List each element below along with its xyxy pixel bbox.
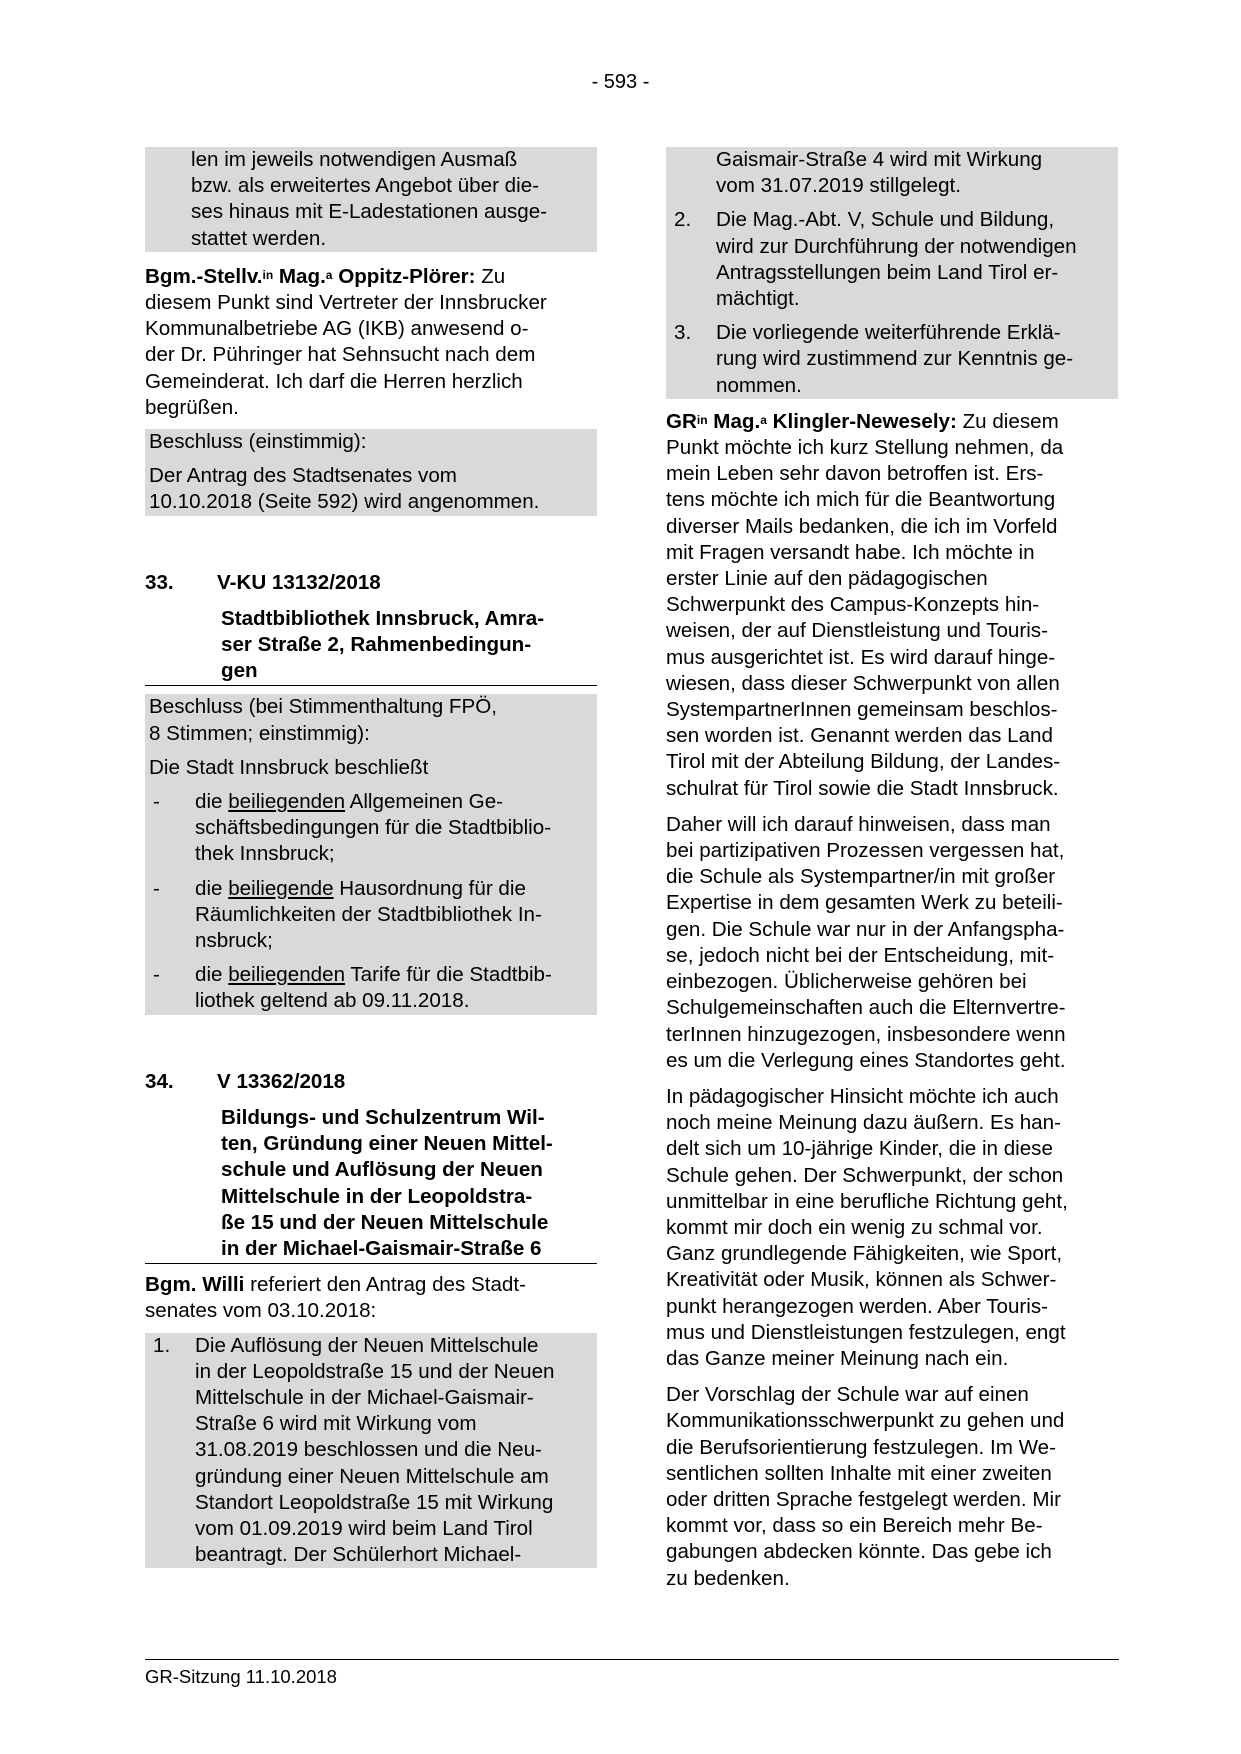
resolution-block-33: Beschluss (bei Stimmenthaltung FPÖ, 8 Stimmen; einstimmig): Die Stadt Innsbruck beschließt - die beiliegenden Allgemeinen Ge- schäftsbedingungen für die Stadtbiblio- thek Innsbruck; - die beiliegende Hausordnung für die Räumlichkeiten der Stadtbibliothek In- nsbruck; - die beiliegenden Tarife für die Stadtbib- liothek geltend ab 09.11.2018. [145, 694, 597, 1014]
resolution-title: Beschluss (einstimmig): [149, 430, 367, 454]
text-line: Kommunalbetriebe AG (IKB) anwesend o- [145, 317, 529, 341]
text-line: wiesen, dass dieser Schwerpunkt von allen [666, 671, 1060, 695]
text-line: Expertise in dem gesamten Werk zu beteili- [666, 891, 1063, 915]
resolution-point-3: 3. Die vorliegende weiterführende Erklä- rung wird zustimmend zur Kenntnis ge- nommen. [670, 320, 1114, 399]
text-line: punkt herangezogen werden. Aber Touris- [666, 1294, 1048, 1318]
text-line: bei partizipativen Prozessen vergessen hat, [666, 839, 1065, 863]
text-line: Straße 6 wird mit Wirkung vom [195, 1412, 477, 1436]
text-line: Der Antrag des Stadtsenates vom [149, 464, 457, 488]
text-line: rung wird zustimmend zur Kenntnis ge- [716, 347, 1074, 371]
text-line: schule und Auflösung der Neuen [221, 1158, 543, 1182]
text-line: begrüßen. [145, 395, 239, 419]
resolution-continued [666, 147, 1118, 399]
text-line: Gemeinderat. Ich darf die Herren herzlich [145, 369, 523, 393]
text-line: in der Leopoldstraße 15 und der Neuen [195, 1359, 555, 1383]
text-line: der Dr. Pühringer hat Sehnsucht nach dem [145, 343, 536, 367]
text-line: Mittelschule in der Leopoldstra- [221, 1184, 533, 1208]
text-line: Schule gehen. Der Schwerpunkt, der schon [666, 1163, 1064, 1187]
speech-oppitz-ploerer: Bgm.-Stellv.$^{in}$ Mag.$^a$ Oppitz-Plörer: Zu diesem Punkt sind Vertreter der Innsbrucker Kommunalbetriebe AG (IKB) anwesend o- der Dr. Pühringer hat Sehnsucht nach dem Gemeinderat. Ich darf die Herren herzlich begrüßen. [145, 264, 597, 421]
text-line: Räumlichkeiten der Stadtbibliothek In- [195, 902, 542, 926]
list-item: - die beiliegende Hausordnung für die Räumlichkeiten der Stadtbibliothek In- nsbruck; [149, 876, 593, 955]
text-line: Kommunikationsschwerpunkt zu gehen und [666, 1409, 1065, 1433]
referral-line: Bgm. Willi referiert den Antrag des Stadt- [145, 1273, 526, 1297]
item-title [145, 606, 597, 687]
list-item: - die beiliegenden Tarife für die Stadtbib- liothek geltend ab 09.11.2018. [149, 962, 593, 1014]
text-line: Gaismair-Straße 4 wird mit Wirkung [716, 148, 1043, 171]
text-line: 8 Stimmen; einstimmig): [149, 721, 370, 745]
underlined-word: beiliegende [228, 876, 334, 900]
text-line: liothek geltend ab 09.11.2018. [195, 989, 470, 1013]
text-line: Die Auflösung der Neuen Mittelschule [195, 1333, 539, 1357]
item-number: 34. [145, 1069, 174, 1093]
speaker-name: Bgm.-Stellv.$^{in}$ Mag.$^a$ Oppitz-Plörer: [145, 264, 476, 288]
text-line: mit Fragen versandt habe. Ich möchte in [666, 540, 1035, 564]
item-code: V 13362/2018 [217, 1069, 346, 1093]
resolution-point-1: 1. Die Auflösung der Neuen Mittelschule in der Leopoldstraße 15 und der Neuen Mittelschule in der Michael-Gaismair- Straße 6 wird mit Wirkung vom 31.08.2019 beschlossen und die Neu- gründung einer Neuen Mittelschule am Standort Leopoldstraße 15 mit Wirkung vom 01.09.2019 wird beim Land Tirol beantragt. Der Schülerhort Michael- [145, 1333, 597, 1569]
text-line: Beschluss (bei Stimmenthaltung FPÖ, [149, 695, 497, 719]
text-line: die Berufsorientierung festzulegen. Im We- [666, 1435, 1056, 1459]
underlined-word: beiliegenden [228, 790, 346, 814]
text-line: einbezogen. Üblicherweise gehören bei [666, 970, 1027, 994]
text-line: Der Vorschlag der Schule war auf einen [666, 1383, 1029, 1407]
text-line: 10.10.2018 (Seite 592) wird angenommen. [149, 490, 540, 514]
resolution-block-1 [145, 429, 597, 516]
text-line: gen. Die Schule war nur in der Anfangspha- [666, 917, 1065, 941]
text-line: weisen, der auf Dienstleistung und Touris- [666, 619, 1048, 643]
text-line: Bildungs- und Schulzentrum Wil- [221, 1105, 545, 1129]
text-line: erster Linie auf den pädagogischen [666, 567, 988, 591]
text-line: diesem Punkt sind Vertreter der Innsbrucker [145, 291, 547, 315]
text-line: Daher will ich darauf hinweisen, dass man [666, 812, 1051, 836]
text-line: zu bedenken. [666, 1566, 790, 1590]
text-line: len im jeweils notwendigen Ausmaß [191, 148, 518, 171]
text-line: beantragt. Der Schülerhort Michael- [195, 1543, 522, 1567]
page-number: - 593 - [591, 71, 650, 93]
text-line: sen worden ist. Genannt werden das Land [666, 724, 1053, 748]
item-code: V-KU 13132/2018 [217, 570, 381, 594]
text-line: das Ganze meiner Meinung nach ein. [666, 1346, 1009, 1370]
text-line: mein Leben sehr davon betroffen ist. Ers- [666, 462, 1044, 486]
text-line: Ganz grundlegende Fähigkeiten, wie Sport, [666, 1242, 1063, 1266]
text-line: thek Innsbruck; [195, 842, 335, 866]
text-line: wird zur Durchführung der notwendigen [716, 234, 1077, 258]
text-line: nsbruck; [195, 929, 273, 953]
text-line: noch meine Meinung dazu äußern. Es han- [666, 1111, 1061, 1135]
speaker-name: $GR^{in}$ Mag.$^a$ Klingler-Newesely: [666, 409, 957, 433]
text-line: SystempartnerInnen gemeinsam beschlos- [666, 698, 1058, 722]
text-line: diverser Mails bedanken, die ich im Vorfeld [666, 514, 1058, 538]
text-line: schulrat für Tirol sowie die Stadt Innsbruck. [666, 776, 1059, 800]
text-line: gabungen abdecken könnte. Das gebe ich [666, 1540, 1052, 1564]
item-number: 33. [145, 570, 174, 594]
resolution-text [149, 463, 593, 515]
text-line: ser Straße 2, Rahmenbedingun- [221, 633, 532, 657]
agenda-item-33 [145, 570, 597, 1015]
text-line: Tirol mit der Abteilung Bildung, der Landes- [666, 750, 1061, 774]
text-line: mächtigt. [716, 287, 800, 311]
text-line: kommt vor, dass so ein Bereich mehr Be- [666, 1514, 1043, 1538]
text-line: terInnen hinzugezogen, insbesondere wenn [666, 1022, 1066, 1046]
text-line: Antragsstellungen beim Land Tirol er- [716, 260, 1059, 284]
text-line: ße 15 und der Neuen Mittelschule [221, 1210, 549, 1234]
text-line: in der Michael-Gaismair-Straße 6 [221, 1236, 542, 1260]
text-line: Die Mag.-Abt. V, Schule und Bildung, [716, 208, 1055, 232]
text-line: die Schule als Systempartner/in mit großer [666, 865, 1056, 889]
text-line: se, jedoch nicht bei der Entscheidung, mit- [666, 943, 1055, 967]
page-footer: GR-Sitzung 11.10.2018 [145, 1659, 1119, 1688]
text-line: sentlichen sollten Inhalte mit einer zweiten [666, 1461, 1052, 1485]
text-line: ten, Gründung einer Neuen Mittel- [221, 1132, 553, 1156]
agenda-item-34: 34. V 13362/2018 Bildungs- und Schulzentrum Wil- ten, Gründung einer Neuen Mittel- schule und Auflösung der Neuen Mittelschule in der Leopoldstra- ße 15 und der Neuen Mittelschule in der Michael-Gaismair-Straße 6 Bgm. Willi referiert den Antrag des Stadt- senates vom 03.10.2018: 1. Die Auflösung der Neuen Mittelschule in der Leopoldstraße 15 und der Neuen Mittelschule in der Michael-Gaismair- Straße 6 wird mit Wirkung vom 31.08.2019 beschlossen und die Neu- gründung einer Neuen Mittelschule am Standort Leopoldstraße 15 mit Wirkung vom 01.09.2019 wird beim Land Tirol beantragt. Der Schülerhort Michael- [145, 1069, 597, 1569]
text-line: es um die Verlegung eines Standortes geht. [666, 1048, 1066, 1072]
left-column [145, 147, 597, 1568]
text-line: ses hinaus mit E-Ladestationen ausge- [191, 200, 548, 224]
text-line: Schulgemeinschaften auch die Elternvertre- [666, 996, 1066, 1020]
resolution-point-2: 2. Die Mag.-Abt. V, Schule und Bildung, wird zur Durchführung der notwendigen Antragsstellungen beim Land Tirol er- mächtigt. [670, 207, 1114, 312]
text-line: Die vorliegende weiterführende Erklä- [716, 321, 1061, 345]
text-line: Standort Leopoldstraße 15 mit Wirkung [195, 1490, 554, 1514]
text-line: In pädagogischer Hinsicht möchte ich auch [666, 1084, 1059, 1108]
text-line: vom 31.07.2019 stillgelegt. [716, 174, 961, 198]
text-line: unmittelbar in eine berufliche Richtung geht, [666, 1189, 1068, 1213]
paragraph-4 [666, 1382, 1118, 1592]
text-line: delt sich um 10-jährige Kinder, die in diese [666, 1137, 1053, 1161]
continued-resolution-text [145, 147, 597, 252]
text-line: Schwerpunkt des Campus-Konzepts hin- [666, 593, 1040, 617]
speech-klingler-newesely: $GR^{in}$ Mag.$^a$ Klingler-Newesely: Zu diesem Punkt möchte ich kurz Stellung nehmen, da mein Leben sehr davon betroffen ist. Ers- tens möchte ich mich für die Beantwortung diverser Mails bedanken, die ich im Vorfeld mit Fragen versandt habe. Ich möchte in erster Linie auf den pädagogischen Schwerpunkt des Campus-Konzepts hin- weisen, der auf Dienstleistung und Touris- mus ausgerichtet ist. Es wird darauf hinge- wiesen, dass dieser Schwerpunkt von allen SystempartnerInnen gemeinsam beschlos- sen worden ist. Genannt werden das Land Tirol mit der Abteilung Bildung, der Landes- schulrat für Tirol sowie die Stadt Innsbruck. [666, 409, 1118, 802]
text-line: oder dritten Sprache festgelegt werden. Mir [666, 1487, 1061, 1511]
text-line: stattet werden. [191, 226, 327, 250]
text-line: 31.08.2019 beschlossen und die Neu- [195, 1438, 542, 1462]
text-line: gründung einer Neuen Mittelschule am [195, 1464, 549, 1488]
text-line: Kreativität oder Musik, können als Schwer- [666, 1268, 1057, 1292]
right-column [666, 147, 1118, 1592]
text-line: vom 01.09.2019 wird beim Land Tirol [195, 1516, 533, 1540]
text-line: tens möchte ich mich für die Beantwortung [666, 488, 1056, 512]
text-line: nommen. [716, 373, 802, 397]
text-line: Punkt möchte ich kurz Stellung nehmen, da [666, 436, 1064, 460]
text-line: Mittelschule in der Michael-Gaismair- [195, 1385, 534, 1409]
text-line: mus und Dienstleistungen festzulegen, engt [666, 1320, 1066, 1344]
paragraph-3 [666, 1084, 1118, 1372]
text-line: Stadtbibliothek Innsbruck, Amra- [221, 606, 545, 630]
text-line: schäftsbedingungen für die Stadtbiblio- [195, 816, 552, 840]
text-line: kommt mir doch ein wenig zu schmal vor. [666, 1215, 1043, 1239]
text-line: gen [221, 659, 258, 683]
item-title [145, 1105, 597, 1264]
underlined-word: beiliegenden [228, 963, 346, 987]
paragraph-2 [666, 812, 1118, 1074]
text-line: bzw. als erweitertes Angebot über die- [191, 174, 540, 198]
list-item: - die beiliegenden Allgemeinen Ge- schäftsbedingungen für die Stadtbiblio- thek Innsbruck; [149, 789, 593, 868]
text-line: mus ausgerichtet ist. Es wird darauf hinge- [666, 645, 1056, 669]
